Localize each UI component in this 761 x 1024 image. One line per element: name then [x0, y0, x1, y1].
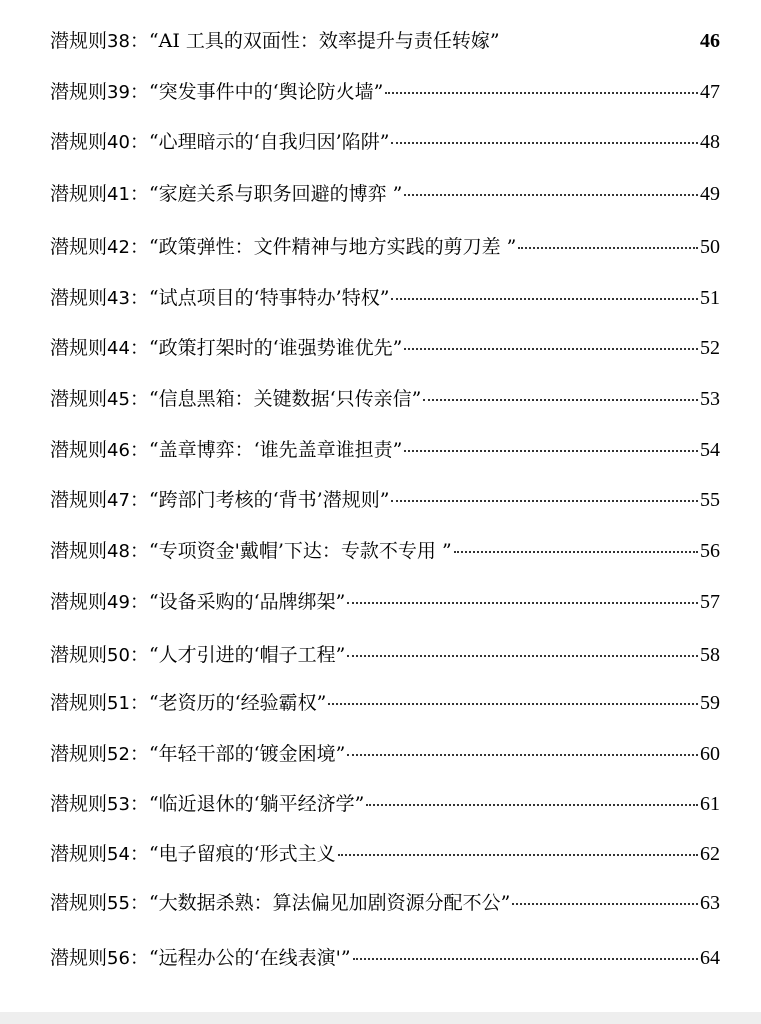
toc-entry[interactable]	[50, 181, 720, 208]
toc-entry-label: 潜规则50：“人才引进的‘帽子工程”	[50, 644, 346, 666]
toc-entry-label: 潜规则42：“政策弹性：文件精神与地方实践的剪刀差 ”	[50, 236, 517, 258]
toc-entry[interactable]	[50, 642, 720, 669]
toc-entry-label: 潜规则38：“AI 工具的双面性：效率提升与责任转嫁”	[50, 30, 500, 52]
toc-page-number: 49	[700, 183, 720, 205]
toc-leader	[518, 247, 698, 249]
toc-leader	[512, 903, 698, 905]
toc-leader	[328, 703, 698, 705]
toc-entry-label: 潜规则53：“临近退休的‘躺平经济学”	[50, 793, 365, 815]
toc-entry-label: 潜规则41：“家庭关系与职务回避的博弈 ”	[50, 183, 403, 205]
toc-entry-label: 潜规则44：“政策打架时的‘谁强势谁优先”	[50, 337, 403, 359]
toc-entry-label: 潜规则48：“专项资金'戴帽’下达：专款不专用 ”	[50, 540, 452, 562]
toc-entry-label: 潜规则55：“大数据杀熟：算法偏见加剧资源分配不公”	[50, 892, 511, 914]
toc-entry-label: 潜规则47：“跨部门考核的‘背书’潜规则”	[50, 489, 390, 511]
toc-leader	[347, 655, 698, 657]
toc-entry[interactable]	[50, 890, 720, 917]
toc-leader	[391, 500, 698, 502]
toc-entry[interactable]	[50, 538, 720, 565]
toc-page-number: 55	[700, 489, 720, 511]
toc-entry[interactable]	[50, 129, 720, 156]
toc-entry-label: 潜规则40：“心理暗示的‘自我归因’陷阱”	[50, 131, 390, 153]
toc-entry-label: 潜规则56：“远程办公的‘在线表演'”	[50, 947, 351, 969]
toc-page-number: 51	[700, 287, 720, 309]
toc-leader	[404, 450, 698, 452]
toc-leader	[423, 399, 698, 401]
toc-page-number: 48	[700, 131, 720, 153]
toc-page-number: 54	[700, 439, 720, 461]
toc-entry[interactable]	[50, 335, 720, 362]
toc-entry[interactable]	[50, 741, 720, 768]
toc-entry[interactable]	[50, 589, 720, 616]
toc-entry[interactable]	[50, 437, 720, 464]
toc-entry-label: 潜规则51：“老资历的‘经验霸权”	[50, 692, 327, 714]
toc-entry[interactable]	[50, 487, 720, 514]
toc-entry-label: 潜规则43：“试点项目的‘特事特办’特权”	[50, 287, 390, 309]
toc-entry[interactable]	[50, 841, 720, 868]
toc-page-number: 61	[700, 793, 720, 815]
toc-leader	[454, 551, 698, 553]
toc-leader	[347, 754, 698, 756]
toc-entry[interactable]	[50, 79, 720, 106]
toc-entry-label: 潜规则54：“电子留痕的‘形式主义	[50, 843, 336, 865]
toc-leader	[366, 804, 698, 806]
toc-page-number: 60	[700, 743, 720, 765]
toc-entry-label: 潜规则39：“突发事件中的‘舆论防火墙”	[50, 81, 384, 103]
toc-page-number: 50	[700, 236, 720, 258]
toc-entry[interactable]	[50, 28, 720, 55]
toc-page-number: 59	[700, 692, 720, 714]
toc-leader	[385, 92, 698, 94]
toc-entry-label: 潜规则52：“年轻干部的‘镀金困境”	[50, 743, 346, 765]
toc-page-number: 56	[700, 540, 720, 562]
page-bottom-edge	[0, 1012, 761, 1024]
toc-entry[interactable]	[50, 285, 720, 312]
toc-page-number: 53	[700, 388, 720, 410]
toc-page-number: 63	[700, 892, 720, 914]
toc-entry[interactable]	[50, 386, 720, 413]
toc-page-number: 47	[700, 81, 720, 103]
toc-page-number: 64	[700, 947, 720, 969]
toc-page-number: 57	[700, 591, 720, 613]
toc-entry[interactable]	[50, 945, 720, 972]
toc-page-number: 46	[700, 30, 720, 52]
toc-page-number: 52	[700, 337, 720, 359]
toc-leader	[353, 958, 698, 960]
toc-entry[interactable]	[50, 234, 720, 261]
toc-entry[interactable]	[50, 791, 720, 818]
toc-leader	[391, 298, 698, 300]
toc-entry[interactable]	[50, 690, 720, 717]
toc-entry-label: 潜规则46：“盖章博弈：‘谁先盖章谁担责”	[50, 439, 403, 461]
toc-page-number: 58	[700, 644, 720, 666]
toc-page-number: 62	[700, 843, 720, 865]
toc-leader	[338, 854, 698, 856]
toc-leader	[404, 348, 698, 350]
toc-leader	[391, 142, 698, 144]
toc-entry-label: 潜规则49：“设备采购的‘品牌绑架”	[50, 591, 346, 613]
toc-leader	[347, 602, 698, 604]
toc-entry-label: 潜规则45：“信息黑箱：关键数据‘只传亲信”	[50, 388, 422, 410]
toc-leader	[404, 194, 698, 196]
